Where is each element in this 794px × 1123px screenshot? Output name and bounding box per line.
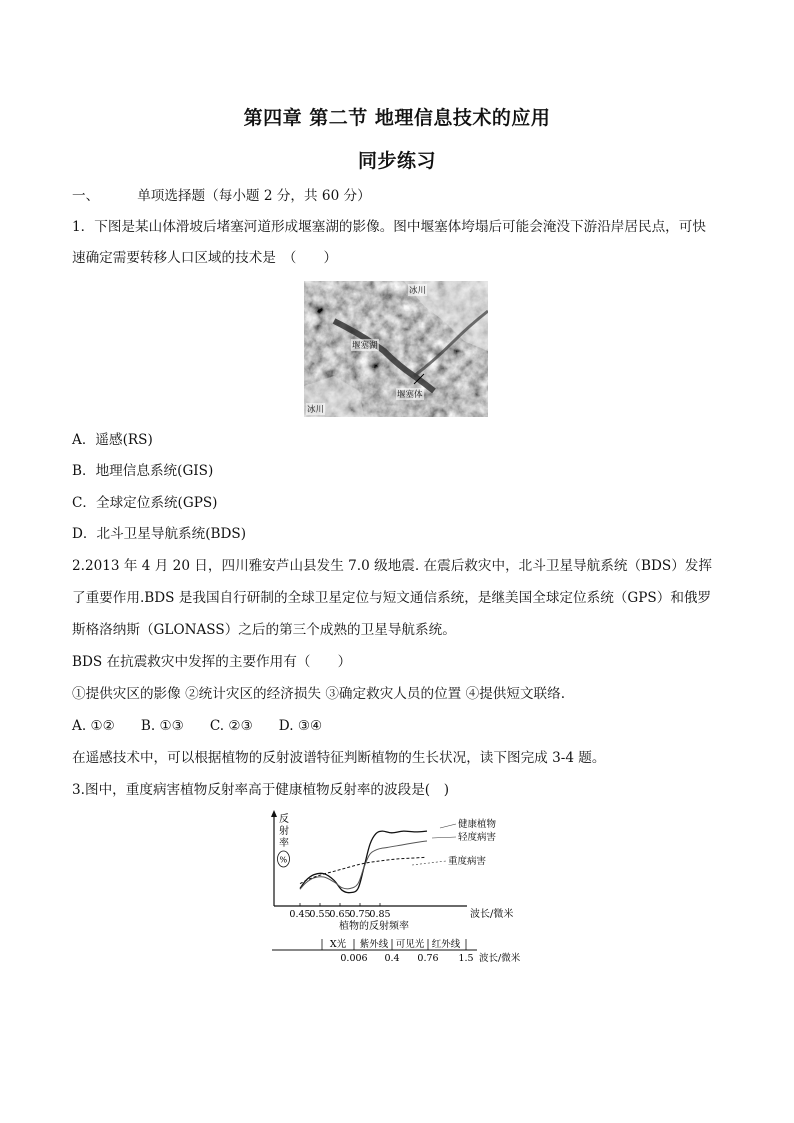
y-axis-label-3: 率 [279, 838, 289, 849]
x-tick-label-1: 0.55 [309, 909, 331, 920]
page-title: 第四章 第二节 地理信息技术的应用 [243, 107, 551, 129]
map-label-dam: 堰塞体 [397, 390, 423, 400]
series-leader-1 [440, 824, 456, 828]
x-tick-label-3: 0.75 [349, 909, 371, 920]
spectrum-tick-label-1: 0.4 [384, 953, 400, 964]
y-axis-label-2: 射 [279, 826, 289, 837]
chart-title: 植物的反射频率 [339, 921, 409, 932]
x-tick-label-2: 0.65 [329, 909, 351, 920]
intro-3-4: 在遥感技术中，可以根据植物的反射波谱特征判断植物的生长状况，读下图完成 3-4 题。 [72, 750, 606, 766]
spectrum-band-label-2: 可见光 [395, 939, 425, 950]
series-leader-3 [412, 861, 446, 865]
y-axis-label-group [278, 812, 290, 867]
series-line-2 [300, 841, 427, 889]
series-labels-layer [412, 818, 497, 867]
spectrum-bar-layer [272, 938, 521, 964]
q1-text-line2: 速确定需要转移人口区域的技术是 （ ） [72, 250, 338, 266]
spectrum-tick-label-3: 1.5 [458, 953, 474, 964]
series-label-2: 轻度病害 [458, 832, 497, 843]
y-axis-unit-text: % [279, 855, 288, 865]
reflectance-chart [262, 808, 542, 973]
q2-text-line2: 了重要作用.BDS 是我国自行研制的全球卫星定位与短文通信系统，是继美国全球定位系统（GPS）和俄罗 [72, 590, 712, 606]
q2-option-d: D. ③④ [278, 718, 323, 734]
y-axis-label-1: 反 [279, 814, 289, 825]
series-line-1 [300, 831, 427, 893]
q1-option-d: D．北斗卫星导航系统(BDS) [72, 526, 247, 542]
spectrum-unit: 波长/微米 [479, 953, 521, 964]
page-subtitle: 同步练习 [357, 150, 436, 172]
section-heading [72, 186, 371, 206]
y-axis-arrow [271, 810, 277, 817]
dam-lake-satellite-image [304, 281, 488, 417]
q1-option-b: B．地理信息系统(GIS) [72, 463, 214, 479]
spectrum-tick-label-0: 0.006 [340, 953, 368, 964]
spectrum-band-label-3: 红外线 [431, 939, 461, 950]
q1-option-c: C．全球定位系统(GPS) [72, 495, 218, 511]
x-tick-label-0: 0.45 [289, 909, 311, 920]
section-title: 单项选择题（每小题 2 分，共 60 分） [137, 188, 371, 204]
q2-options [72, 716, 348, 736]
map-label-glacier-top: 冰川 [409, 286, 427, 296]
series-label-1: 健康植物 [458, 819, 497, 830]
q1-option-a: A．遥感(RS) [72, 432, 153, 448]
section-number: 一、 [72, 188, 100, 204]
map-label-lake: 堰塞湖 [352, 341, 378, 351]
q2-option-c: C. ②③ [209, 718, 253, 734]
x-tick-label-4: 0.85 [369, 909, 391, 920]
spectrum-band-label-0: X光 [329, 939, 347, 950]
q2-items: ①提供灾区的影像 ②统计灾区的经济损失 ③确定救灾人员的位置 ④提供短文联络. [72, 686, 566, 702]
q2-text-line3: 斯格洛纳斯（GLONASS）之后的第三个成熟的卫星导航系统。 [72, 622, 456, 638]
series-leader-2 [432, 837, 456, 838]
series-layer [300, 831, 427, 893]
map-label-glacier-bottom: 冰川 [307, 405, 325, 415]
spectrum-band-label-1: 紫外线 [359, 939, 389, 950]
q1-text-line1: 1．下图是某山体滑坡后堵塞河道形成堰塞湖的影像。图中堰塞体垮塌后可能会淹没下游沿岸居民点，可快 [72, 219, 706, 235]
q2-text-line1: 2.2013 年 4 月 20 日，四川雅安芦山县发生 7.0 级地震. 在震后救灾中，北斗卫星导航系统（BDS）发挥 [72, 558, 712, 574]
chart-axes [271, 810, 467, 906]
spectrum-tick-label-2: 0.76 [417, 953, 439, 964]
q3-text: 3.图中，重度病害植物反射率高于健康植物反射率的波段是( ) [72, 782, 450, 798]
x-axis-label: 波长/微米 [470, 909, 514, 920]
q2-option-a: A. ①② [72, 718, 115, 734]
series-label-3: 重度病害 [448, 856, 487, 867]
q2-option-b: B. ①③ [140, 718, 184, 734]
q2-question: BDS 在抗震救灾中发挥的主要作用有（ ） [72, 654, 352, 670]
